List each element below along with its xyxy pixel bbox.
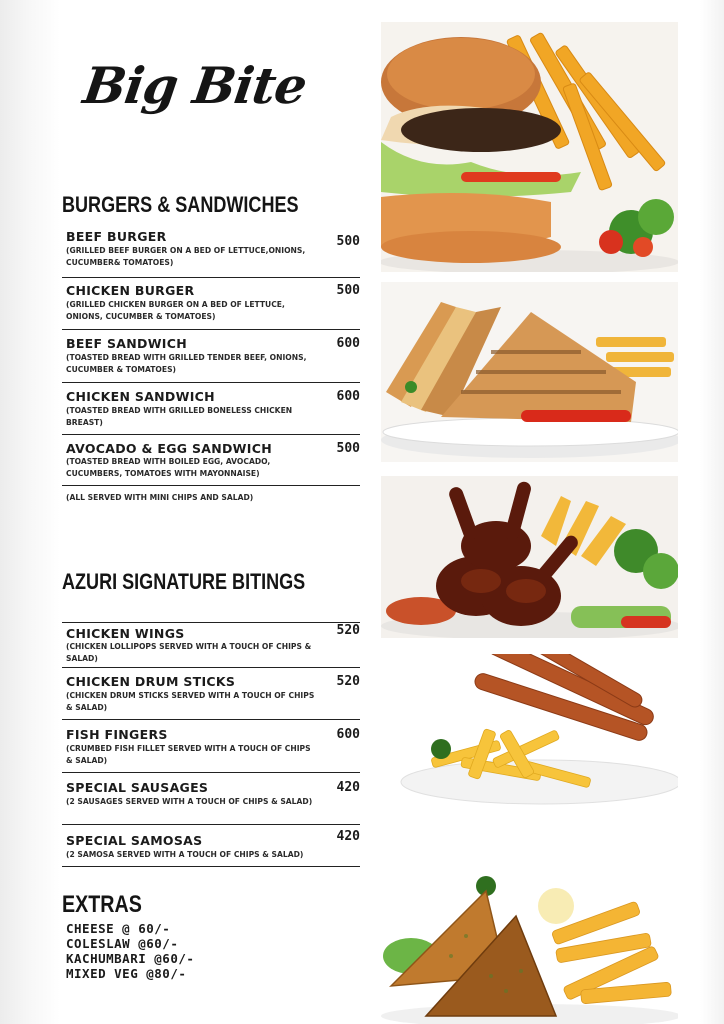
item-price: 500	[336, 283, 360, 298]
menu-item	[62, 829, 360, 867]
item-price: 520	[336, 623, 360, 638]
chicken-wings-photo	[381, 476, 678, 638]
extras-item: COLESLAW @60/-	[66, 936, 179, 951]
item-desc: (2 SAMOSA SERVED WITH A TOUCH OF CHIPS & SALAD)	[66, 850, 304, 859]
item-desc: (GRILLED CHICKEN BURGER ON A BED OF LETTUCE, ONIONS, CUCUMBER & TOMATOES)	[66, 300, 285, 321]
menu-item	[62, 283, 360, 330]
served-with-note: (ALL SERVED WITH MINI CHIPS AND SALAD)	[66, 493, 254, 502]
brand-title: Big Bite	[79, 56, 310, 115]
item-name: CHICKEN DRUM STICKS	[66, 674, 236, 689]
extras-item: MIXED VEG @80/-	[66, 966, 187, 981]
section-title-extras: EXTRAS	[62, 891, 142, 918]
item-price: 420	[336, 829, 360, 844]
item-name: CHICKEN WINGS	[66, 626, 185, 641]
menu-item	[62, 727, 360, 773]
item-price: 500	[336, 234, 360, 249]
menu-item	[62, 389, 360, 435]
menu-item	[62, 622, 360, 668]
section-title-signature: AZURI SIGNATURE BITINGS	[62, 569, 306, 594]
item-name: SPECIAL SAUSAGES	[66, 780, 209, 795]
item-price: 600	[336, 727, 360, 742]
burger-with-fries-photo	[381, 22, 678, 272]
item-name: BEEF SANDWICH	[66, 336, 187, 351]
item-desc: (GRILLED BEEF BURGER ON A BED OF LETTUCE,ONIONS, CUCUMBER& TOMATOES)	[66, 246, 306, 267]
menu-item	[62, 441, 360, 486]
item-name: BEEF BURGER	[66, 229, 167, 244]
item-name: FISH FINGERS	[66, 727, 168, 742]
item-desc: (2 SAUSAGES SERVED WITH A TOUCH OF CHIPS & SALAD)	[66, 797, 313, 806]
item-price: 520	[336, 674, 360, 689]
menu-item	[62, 336, 360, 383]
item-desc: (TOASTED BREAD WITH GRILLED TENDER BEEF, ONIONS, CUCUMBER & TOMATOES)	[66, 353, 307, 374]
item-price: 600	[336, 389, 360, 404]
item-desc: (TOASTED BREAD WITH BOILED EGG, AVOCADO, CUCUMBERS, TOMATOES WITH MAYONNAISE)	[66, 457, 271, 478]
item-name: CHICKEN BURGER	[66, 283, 195, 298]
extras-item: KACHUMBARI @60/-	[66, 951, 195, 966]
item-price: 420	[336, 780, 360, 795]
extras-list	[66, 921, 194, 981]
item-name: CHICKEN SANDWICH	[66, 389, 215, 404]
menu-item	[62, 780, 360, 825]
menu-item	[62, 229, 360, 278]
item-desc: (CHICKEN LOLLIPOPS SERVED WITH A TOUCH OF CHIPS & SALAD)	[66, 642, 312, 663]
item-name: SPECIAL SAMOSAS	[66, 833, 203, 848]
extras-item: CHEESE @ 60/-	[66, 921, 171, 936]
item-desc: (CHICKEN DRUM STICKS SERVED WITH A TOUCH OF CHIPS & SALAD)	[66, 691, 315, 712]
item-name: AVOCADO & EGG SANDWICH	[66, 441, 272, 456]
item-desc: (TOASTED BREAD WITH GRILLED BONELESS CHICKEN BREAST)	[66, 406, 293, 427]
item-desc: (CRUMBED FISH FILLET SERVED WITH A TOUCH OF CHIPS & SALAD)	[66, 744, 311, 765]
item-price: 500	[336, 441, 360, 456]
section-title-burgers: BURGERS & SANDWICHES	[62, 192, 299, 217]
fish-fingers-photo	[381, 654, 678, 824]
samosas-photo	[381, 876, 678, 1024]
club-sandwich-photo	[381, 282, 678, 462]
menu-item	[62, 674, 360, 720]
item-price: 600	[336, 336, 360, 351]
